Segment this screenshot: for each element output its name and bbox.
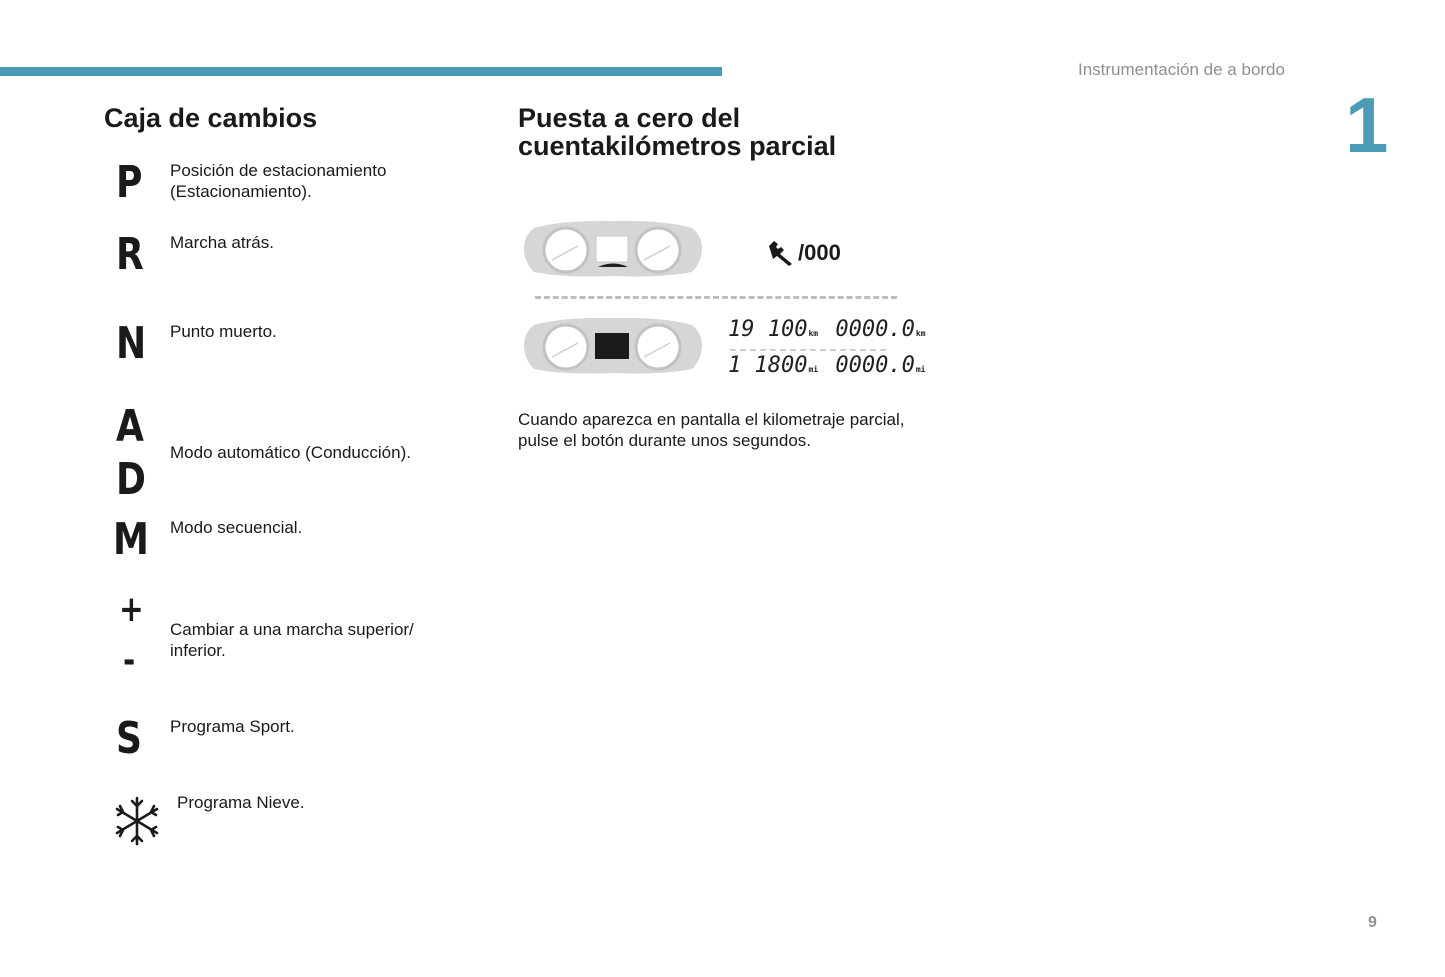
gear-symbol-s: S (116, 713, 142, 764)
gear-symbol-n: N (116, 318, 147, 369)
odometer-km-unit: km (808, 329, 819, 338)
gear-symbol-d: D (116, 454, 146, 505)
odometer-mi-row (728, 353, 926, 378)
snowflake-icon (112, 795, 162, 847)
odometer-km-total: 19 100 (728, 317, 808, 342)
odometer-km-row (728, 317, 926, 342)
gear-desc-plus-minus: Cambiar a una marcha superior/ inferior. (170, 620, 414, 660)
trip-km-value: 0000.0 (835, 317, 915, 342)
instrument-cluster-trip-icon (522, 315, 704, 377)
gear-symbol-m: M (113, 514, 149, 565)
gear-desc-p: Posición de estacionamiento (Estacionamiento). (170, 161, 387, 201)
gear-symbol-plus: + (119, 589, 144, 630)
service-display-value: /000 (798, 240, 841, 265)
trip-reset-heading: Puesta a cero del cuentakilómetros parcial (518, 103, 837, 161)
wrench-icon (766, 240, 798, 266)
gear-symbol-a: A (116, 401, 144, 452)
gear-desc-snow: Programa Nieve. (177, 793, 305, 812)
header-accent-bar (0, 67, 722, 76)
odometer-mi-total: 1 1800 (728, 353, 808, 378)
gear-symbol-minus: - (123, 640, 136, 681)
gearbox-heading: Caja de cambios (104, 103, 318, 133)
gear-desc-m: Modo secuencial. (170, 518, 303, 537)
gear-symbol-r: R (116, 229, 144, 280)
gear-desc-n: Punto muerto. (170, 322, 277, 341)
trip-km-unit: km (915, 329, 926, 338)
gear-desc-s: Programa Sport. (170, 717, 295, 736)
trip-mi-unit: mi (915, 365, 926, 374)
section-title: Instrumentación de a bordo (1078, 60, 1285, 79)
divider-dashed (535, 296, 897, 299)
gear-desc-r: Marcha atrás. (170, 233, 274, 252)
service-display (766, 240, 841, 266)
page-number: 9 (1368, 914, 1377, 931)
gear-desc-ad: Modo automático (Conducción). (170, 443, 411, 462)
chapter-number: 1 (1345, 81, 1389, 169)
instrument-cluster-icon (522, 218, 704, 280)
lcd-separator (730, 349, 886, 351)
trip-mi-value: 0000.0 (835, 353, 915, 378)
odometer-mi-unit: mi (808, 365, 819, 374)
gear-symbol-p: P (116, 157, 143, 208)
trip-reset-instruction: Cuando aparezca en pantalla el kilometraje parcial, pulse el botón durante unos segundos. (518, 410, 905, 450)
